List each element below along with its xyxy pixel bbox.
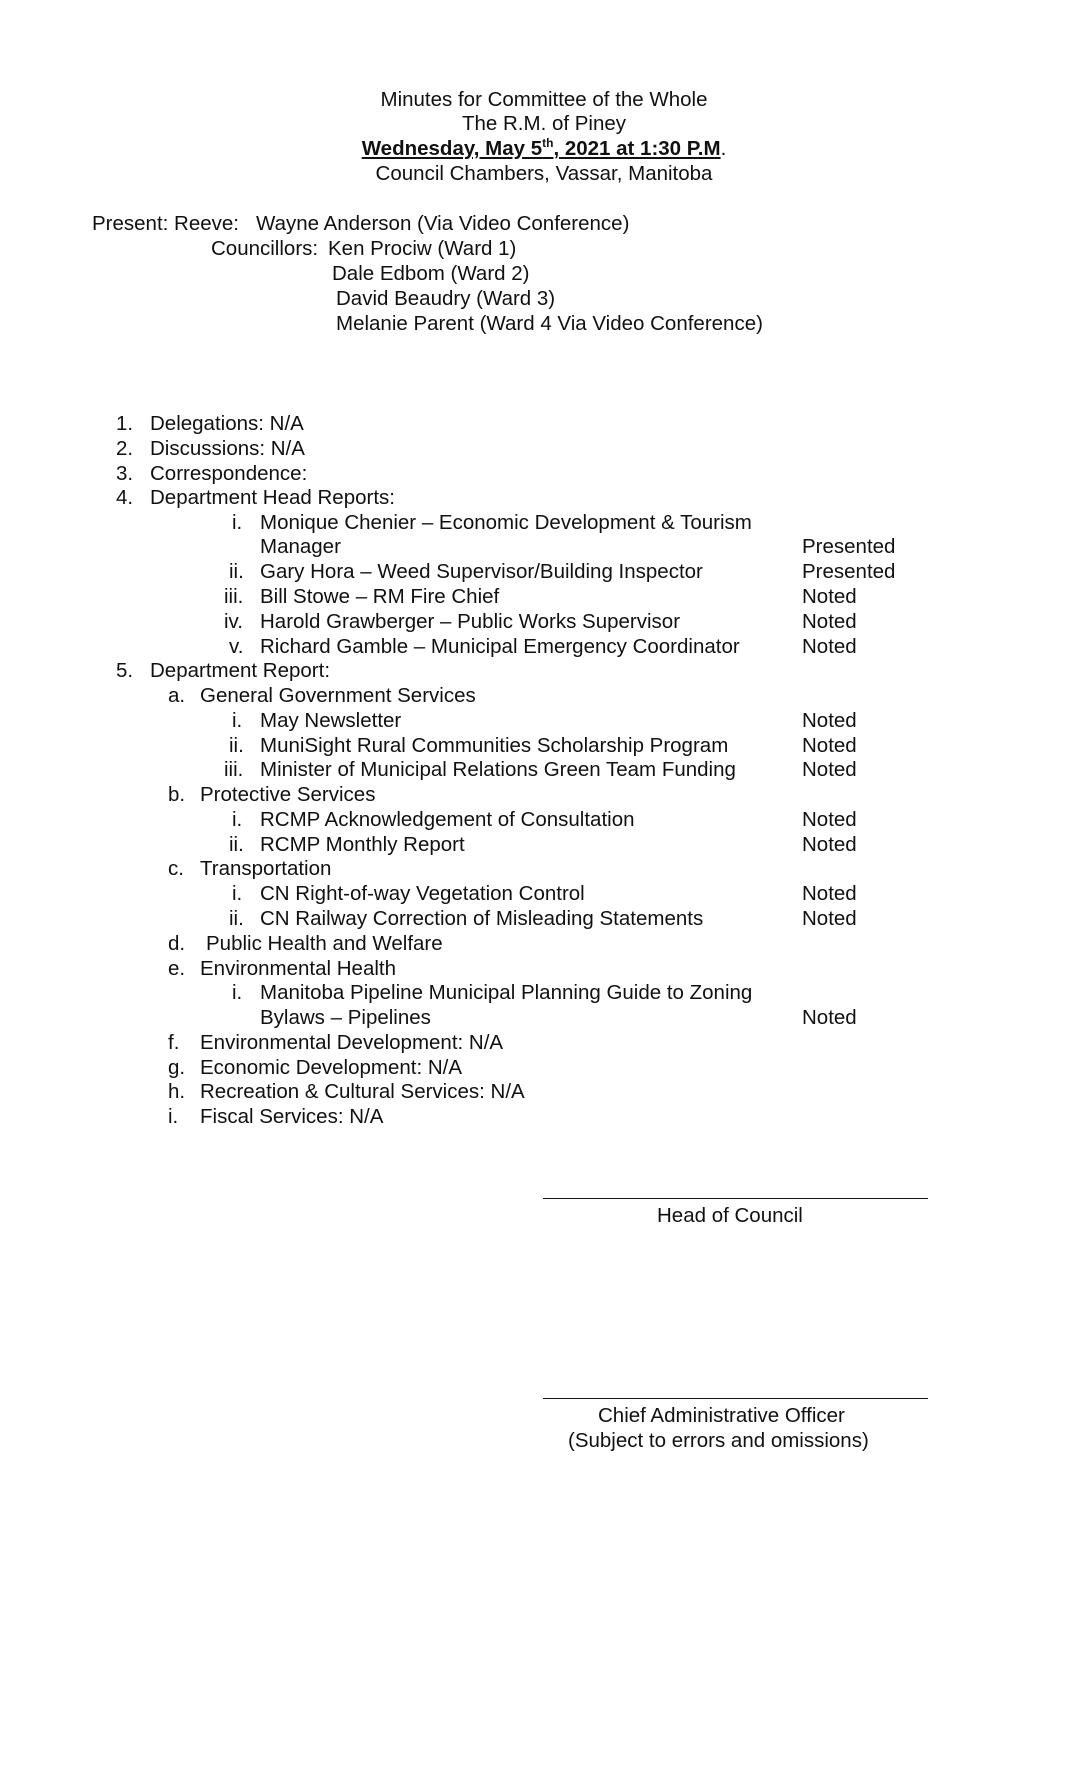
- sub-num: ii.: [229, 734, 244, 757]
- report-item: Richard Gamble – Municipal Emergency Coordinator: [260, 635, 740, 658]
- status-label: Noted: [802, 734, 857, 757]
- section-heading: Public Health and Welfare: [206, 932, 443, 955]
- status-label: Noted: [802, 882, 857, 905]
- sub-num: ii.: [229, 833, 244, 856]
- section-heading: Recreation & Cultural Services: N/A: [200, 1080, 525, 1103]
- report-item: Manitoba Pipeline Municipal Planning Guide to Zoning: [260, 981, 753, 1004]
- agenda-num: 2.: [116, 437, 134, 460]
- section-letter: c.: [168, 857, 184, 880]
- section-heading: Environmental Health: [200, 957, 396, 980]
- section-heading: Environmental Development: N/A: [200, 1031, 504, 1054]
- reeve-name: Wayne Anderson (Via Video Conference): [256, 212, 630, 235]
- councillor-name: Dale Edbom (Ward 2): [332, 262, 530, 285]
- report-item: Gary Hora – Weed Supervisor/Building Inspector: [260, 560, 703, 583]
- report-item: RCMP Monthly Report: [260, 833, 465, 856]
- report-item: Minister of Municipal Relations Green Team Funding: [260, 758, 736, 781]
- section-heading: General Government Services: [200, 684, 476, 707]
- agenda-num: 1.: [116, 412, 134, 435]
- report-item: CN Right-of-way Vegetation Control: [260, 882, 585, 905]
- report-item: CN Railway Correction of Misleading Statements: [260, 907, 704, 930]
- section-heading: Protective Services: [200, 783, 376, 806]
- status-label: Noted: [802, 709, 857, 732]
- section-letter: i.: [168, 1105, 179, 1128]
- section-heading: Transportation: [200, 857, 332, 880]
- meeting-location: Council Chambers, Vassar, Manitoba: [375, 162, 713, 185]
- section-letter: d.: [168, 932, 186, 955]
- section-letter: h.: [168, 1080, 186, 1103]
- report-item: MuniSight Rural Communities Scholarship Program: [260, 734, 729, 757]
- head-of-council-label: Head of Council: [657, 1204, 803, 1227]
- meeting-date: Wednesday, May 5th, 2021 at 1:30 P.M.: [361, 136, 727, 160]
- status-label: Noted: [802, 808, 857, 831]
- councillors-label: Councillors:: [211, 237, 319, 260]
- sub-num: iii.: [224, 758, 244, 781]
- section-heading: Fiscal Services: N/A: [200, 1105, 384, 1128]
- agenda-item: Department Report:: [150, 659, 331, 682]
- agenda-num: 5.: [116, 659, 134, 682]
- status-label: Noted: [802, 907, 857, 930]
- agenda-item: Discussions: N/A: [150, 437, 305, 460]
- report-item: RCMP Acknowledgement of Consultation: [260, 808, 635, 831]
- status-label: Noted: [802, 1006, 857, 1029]
- report-item: Bill Stowe – RM Fire Chief: [260, 585, 500, 608]
- sub-num: iii.: [224, 585, 244, 608]
- section-letter: g.: [168, 1056, 186, 1079]
- section-letter: b.: [168, 783, 186, 806]
- councillor-name: David Beaudry (Ward 3): [336, 287, 556, 310]
- status-label: Noted: [802, 610, 857, 633]
- status-label: Noted: [802, 635, 857, 658]
- signature-line: [543, 1398, 928, 1399]
- sub-num: ii.: [229, 560, 244, 583]
- doc-title: Minutes for Committee of the Whole: [380, 88, 708, 111]
- status-label: Noted: [802, 833, 857, 856]
- status-label: Noted: [802, 585, 857, 608]
- report-item: Monique Chenier – Economic Development & Tourism: [260, 511, 752, 534]
- sub-num: v.: [229, 635, 244, 658]
- agenda-num: 3.: [116, 462, 134, 485]
- councillor-name: Ken Prociw (Ward 1): [328, 237, 517, 260]
- sub-num: i.: [232, 709, 243, 732]
- sub-num: i.: [232, 981, 243, 1004]
- agenda-item: Department Head Reports:: [150, 486, 395, 509]
- disclaimer: (Subject to errors and omissions): [568, 1429, 869, 1452]
- signature-line: [543, 1198, 928, 1199]
- section-letter: a.: [168, 684, 186, 707]
- report-item: Harold Grawberger – Public Works Supervisor: [260, 610, 681, 633]
- agenda-item: Delegations: N/A: [150, 412, 304, 435]
- agenda-num: 4.: [116, 486, 134, 509]
- municipality-name: The R.M. of Piney: [461, 112, 627, 135]
- status-label: Noted: [802, 758, 857, 781]
- section-letter: f.: [168, 1031, 180, 1054]
- agenda-item: Correspondence:: [150, 462, 308, 485]
- present-label: Present: Reeve:: [92, 212, 239, 235]
- sub-num: i.: [232, 808, 243, 831]
- councillor-name: Melanie Parent (Ward 4 Via Video Conference): [336, 312, 763, 335]
- report-item: Bylaws – Pipelines: [260, 1006, 431, 1029]
- sub-num: ii.: [229, 907, 244, 930]
- report-item: Manager: [260, 535, 341, 558]
- sub-num: iv.: [224, 610, 243, 633]
- status-label: Presented: [802, 560, 896, 583]
- status-label: Presented: [802, 535, 896, 558]
- section-letter: e.: [168, 957, 186, 980]
- section-heading: Economic Development: N/A: [200, 1056, 463, 1079]
- cao-label: Chief Administrative Officer: [598, 1404, 845, 1427]
- sub-num: i.: [232, 882, 243, 905]
- sub-num: i.: [232, 511, 243, 534]
- report-item: May Newsletter: [260, 709, 402, 732]
